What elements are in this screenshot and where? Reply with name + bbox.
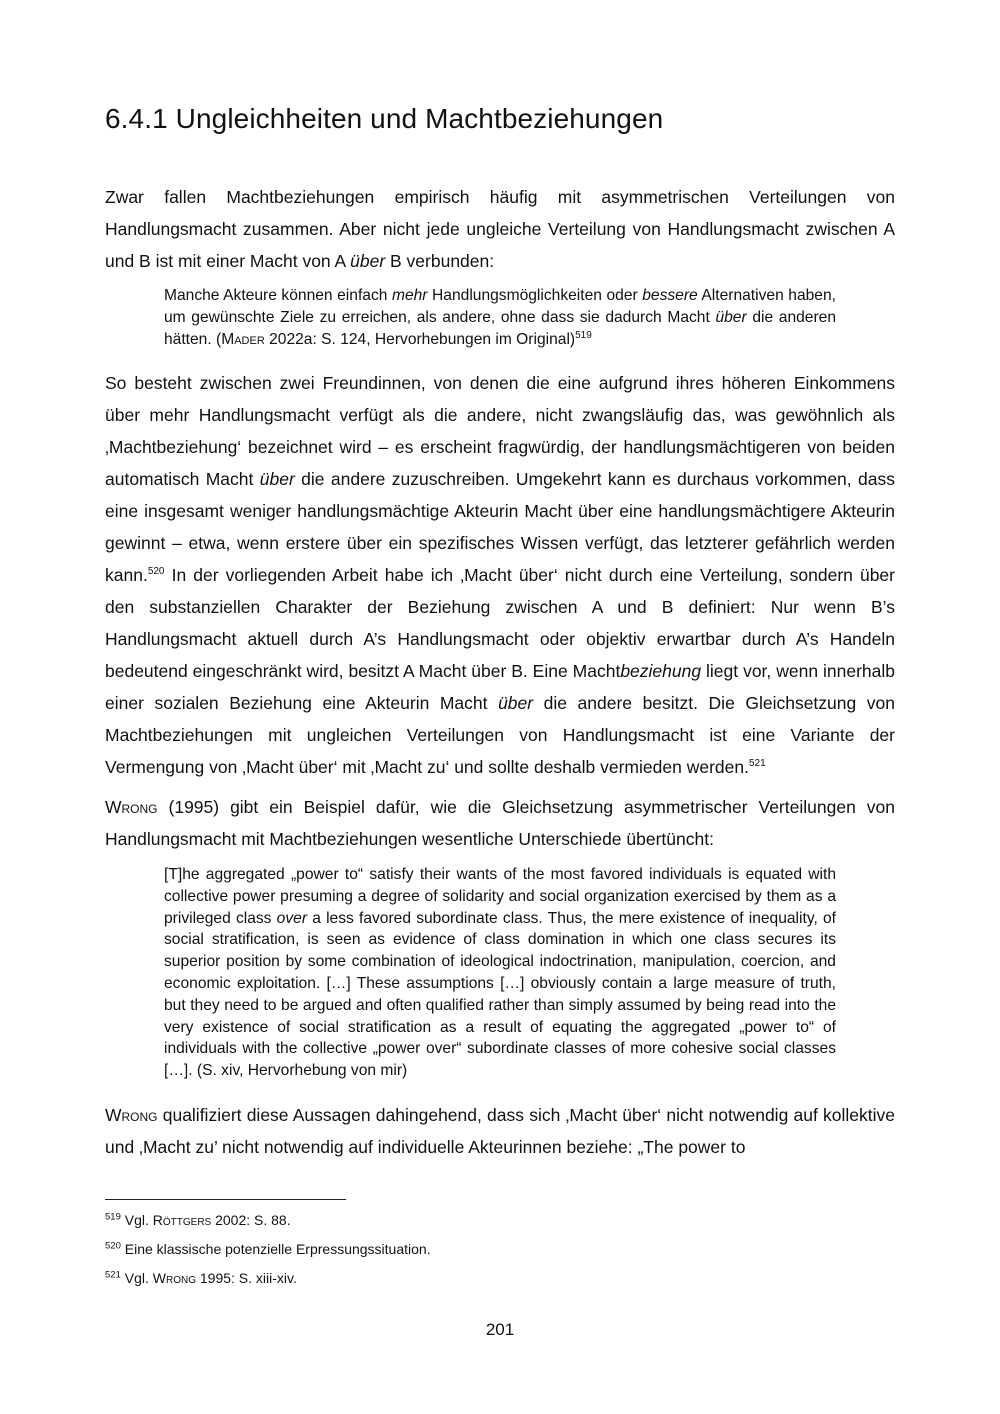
footnote-520	[105, 1240, 431, 1258]
text-run: 1995: S. xiii-xiv.	[195, 1270, 297, 1286]
text-run: So besteht zwischen zwei Freundinnen, von denen die eine aufgrund ihres höheren Einkommens über mehr Handlungsmacht verfügt als die andere, nicht zwangsläufig das, was gewöhnlich als ‚Machtbeziehung‘ bezeichnet wird – es erscheint fragwürdig, der handlungsmächtigeren von beiden automatisch Macht	[105, 373, 895, 489]
block-quote-1	[164, 285, 836, 350]
cited-author: Wrong	[152, 1270, 196, 1286]
text-run: die anderen hätten. (	[164, 308, 837, 348]
emphasis: über	[715, 308, 747, 326]
text-run: Handlungsmöglichkeiten oder	[427, 287, 643, 304]
footnote-ref[interactable]: 520	[147, 566, 165, 578]
paragraph-4	[105, 1099, 895, 1163]
footnote-519	[105, 1211, 291, 1229]
cited-author: Wrong	[105, 1105, 158, 1125]
text-run: In der vorliegenden Arbeit habe ich ‚Macht über‘ nicht durch eine Verteilung, sondern über den substanziellen Charakter der Beziehung zwischen A und B definiert: Nur wenn B’s Handlungsmacht aktuell durch A’s Handlungsmacht oder objektiv erwartbar durch A’s Handeln bedeutend eingeschränkt wird, besitzt A Macht über B. Eine Macht	[105, 565, 895, 681]
text-run: liegt vor, wenn innerhalb einer sozialen Beziehung eine Akteurin Macht	[105, 661, 895, 713]
footnote-number: 519	[105, 1211, 121, 1223]
text-run: die andere zuzuschreiben. Umgekehrt kann es durchaus vorkommen, dass eine insgesamt weniger handlungsmächtige Akteurin Macht über eine handlungsmächtigere Akteurin gewinnt – etwa, wenn erstere über ein spezifisches Wissen verfügt, das letzterer gefährlich werden kann.	[105, 469, 895, 585]
footnote-separator	[105, 1199, 346, 1200]
text-run: Vgl.	[120, 1212, 153, 1228]
emphasis: bessere	[642, 287, 698, 304]
text-run: (1995) gibt ein Beispiel dafür, wie die Gleichsetzung asymmetrischer Verteilungen von Handlungsmacht mit Machtbeziehungen wesentliche Unterschiede übertüncht:	[105, 797, 895, 849]
footnote-521	[105, 1269, 297, 1287]
text-run: Eine klassische potenzielle Erpressungssituation.	[120, 1241, 431, 1257]
emphasis: über	[498, 693, 534, 713]
text-run: qualifiziert diese Aussagen dahingehend, dass sich ‚Macht über‘ nicht notwendig auf kollektive und ‚Macht zu’ nicht notwendig auf individuelle Akteurinnen beziehe: „The power to	[105, 1105, 895, 1157]
text-run: Manche Akteure können einfach	[164, 287, 392, 304]
text-run: Alternativen haben, um gewünschte Ziele zu erreichen, als andere, ohne dass sie dadurch Macht	[164, 287, 836, 326]
footnote-number: 521	[105, 1269, 121, 1281]
emphasis: beziehung	[620, 661, 702, 681]
text-run: Zwar fallen Machtbeziehungen empirisch häufig mit asymmetrischen Verteilungen von Handlungsmacht zusammen. Aber nicht jede ungleiche Verteilung von Handlungsmacht zwischen A und B ist mit einer Macht von A	[105, 187, 895, 271]
emphasis: über	[350, 251, 386, 271]
text-run: die andere besitzt. Die Gleichsetzung von Machtbeziehungen mit ungleichen Verteilungen von Handlungsmacht ist eine Variante der Vermengung von ‚Macht über‘ mit ‚Macht zu‘ und sollte deshalb vermieden werden.	[105, 693, 895, 777]
paragraph-3	[105, 791, 895, 855]
text-run: 2002: S. 88.	[211, 1212, 291, 1228]
text-run: B verbunden:	[385, 251, 495, 271]
footnote-number: 520	[105, 1240, 121, 1252]
cited-author: Röttgers	[152, 1212, 212, 1228]
cited-author: Wrong	[105, 797, 158, 817]
paragraph-2	[105, 367, 895, 783]
text-run: 2022a: S. 124, Hervorhebungen im Original)	[264, 330, 576, 348]
emphasis: mehr	[391, 287, 428, 304]
emphasis: über	[259, 469, 295, 489]
page-number: 201	[485, 1320, 515, 1339]
block-quote-2	[164, 864, 836, 1082]
cited-author: Mader	[221, 330, 265, 348]
section-heading: 6.4.1 Ungleichheiten und Machtbeziehungen	[105, 103, 664, 134]
footnote-ref[interactable]: 521	[748, 758, 766, 770]
text-run: [T]he aggregated „power to“ satisfy their wants of the most favored individuals is equated with collective power presuming a degree of solidarity and social organization exercised by them as a privileged class	[164, 866, 836, 927]
text-run: Vgl.	[120, 1270, 153, 1286]
emphasis: over	[276, 909, 308, 927]
paragraph-1	[105, 181, 895, 277]
text-run: a less favored subordinate class. Thus, the mere existence of inequality, of social stratification, is seen as evidence of class domination in which one class secures its superior position by some combination of ideological indoctrination, manipulation, coercion, and economic exploitation. […] These assumptions […] obviously contain a large measure of truth, but they need to be argued and often qualified rather than simply assumed by being read into the very existence of social stratification as a result of equating the aggregated „power to“ of individuals with the collective „power over“ subordinate classes of more cohesive social classes […]. (S. xiv, Hervorhebung von mir)	[164, 909, 836, 1080]
footnote-ref[interactable]: 519	[575, 329, 592, 341]
